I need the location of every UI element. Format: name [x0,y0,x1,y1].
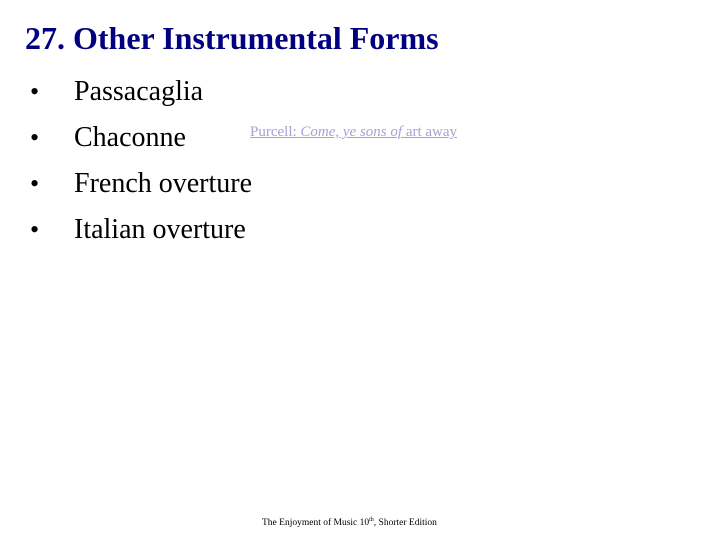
bullet-label: Passacaglia [74,76,204,107]
link-work-rest: art away [405,124,458,140]
link-composer: Purcell: [250,124,297,140]
bullet-icon: • [30,77,40,106]
bullet-icon: • [30,215,40,244]
purcell-media-link[interactable] [250,124,457,141]
footer-citation [262,517,437,528]
footer-text-after: , Shorter Edition [373,518,437,529]
bullet-label: Chaconne [74,122,186,153]
bullet-label: Italian overture [74,214,246,245]
bullet-icon: • [30,169,40,198]
footer-text-before: The Enjoyment of Music 10 [262,518,370,529]
slide-title: 27. Other Instrumental Forms [25,20,439,56]
bullet-icon: • [30,123,40,152]
link-work-italic: Come, ye sons of [300,124,403,140]
footer-superscript: th [369,517,374,523]
bullet-label: French overture [74,168,253,199]
